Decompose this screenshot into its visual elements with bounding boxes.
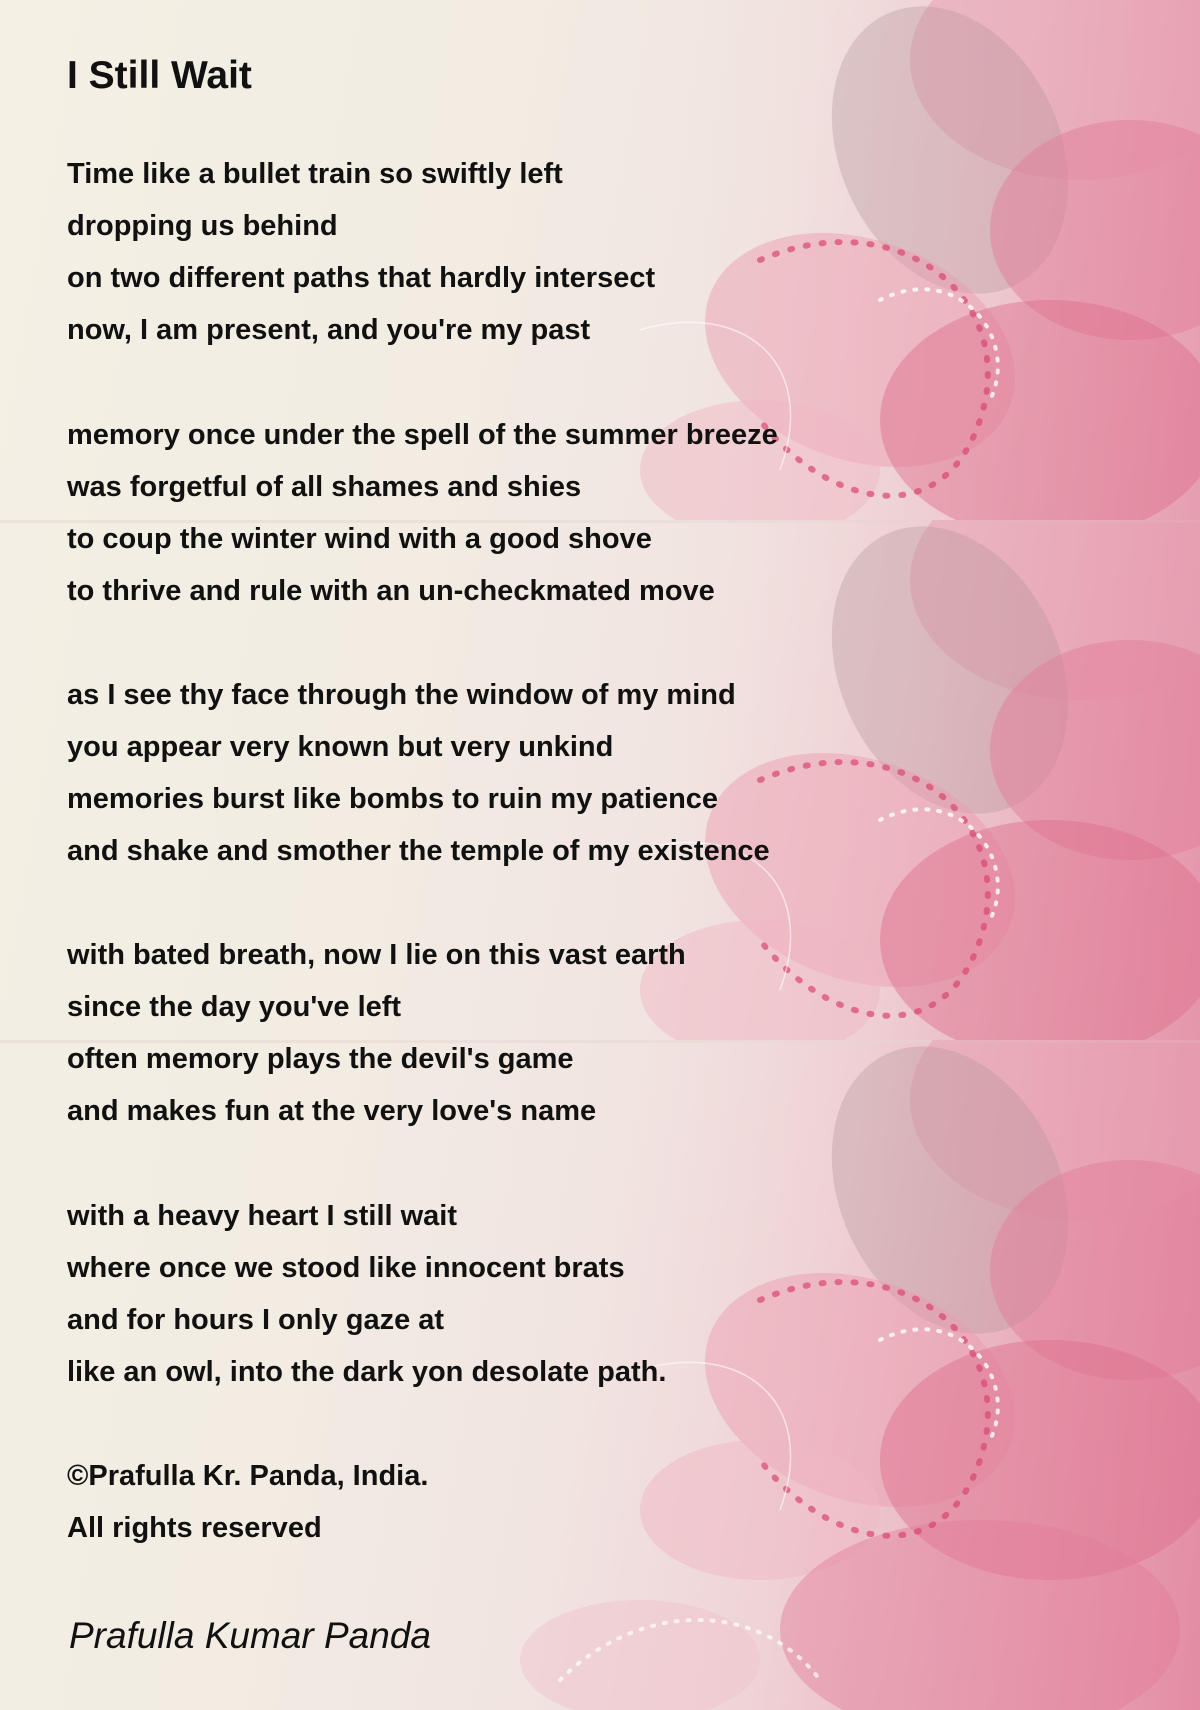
stanza [67,409,778,617]
poem-line: to coup the winter wind with a good shove [67,523,652,555]
poem-line: often memory plays the devil's game [67,1043,574,1075]
poem-line: and for hours I only gaze at [67,1304,445,1336]
poem-line: Time like a bullet train so swiftly left [67,158,563,190]
poem-line: now, I am present, and you're my past [67,314,591,346]
poem-line: where once we stood like innocent brats [67,1252,625,1284]
poem-title: I Still Wait [67,54,252,97]
stanza [67,1190,666,1398]
copyright-line: ©Prafulla Kr. Panda, India. [67,1460,429,1492]
poem-line: with bated breath, now I lie on this vast earth [67,939,686,971]
poem-line: and shake and smother the temple of my existence [67,835,770,867]
poem-line: dropping us behind [67,210,338,242]
copyright-line: All rights reserved [67,1512,322,1544]
poem-line: since the day you've left [67,991,402,1023]
poem-line: and makes fun at the very love's name [67,1095,597,1127]
poem-line: as I see thy face through the window of my mind [67,679,736,711]
poem-line: like an owl, into the dark yon desolate path. [67,1356,667,1388]
stanza [67,929,686,1137]
poem-line: you appear very known but very unkind [67,731,614,763]
copyright-notice [67,1450,428,1554]
author-name: Prafulla Kumar Panda [69,1615,431,1656]
poem-line: on two different paths that hardly intersect [67,262,656,294]
poem-line: memory once under the spell of the summer breeze [67,419,778,451]
poem-line: was forgetful of all shames and shies [67,471,582,503]
stanza [67,148,655,356]
poem-line: with a heavy heart I still wait [67,1200,458,1232]
poem-line: to thrive and rule with an un-checkmated move [67,575,715,607]
poem-line: memories burst like bombs to ruin my patience [67,783,719,815]
stanza [67,669,770,877]
